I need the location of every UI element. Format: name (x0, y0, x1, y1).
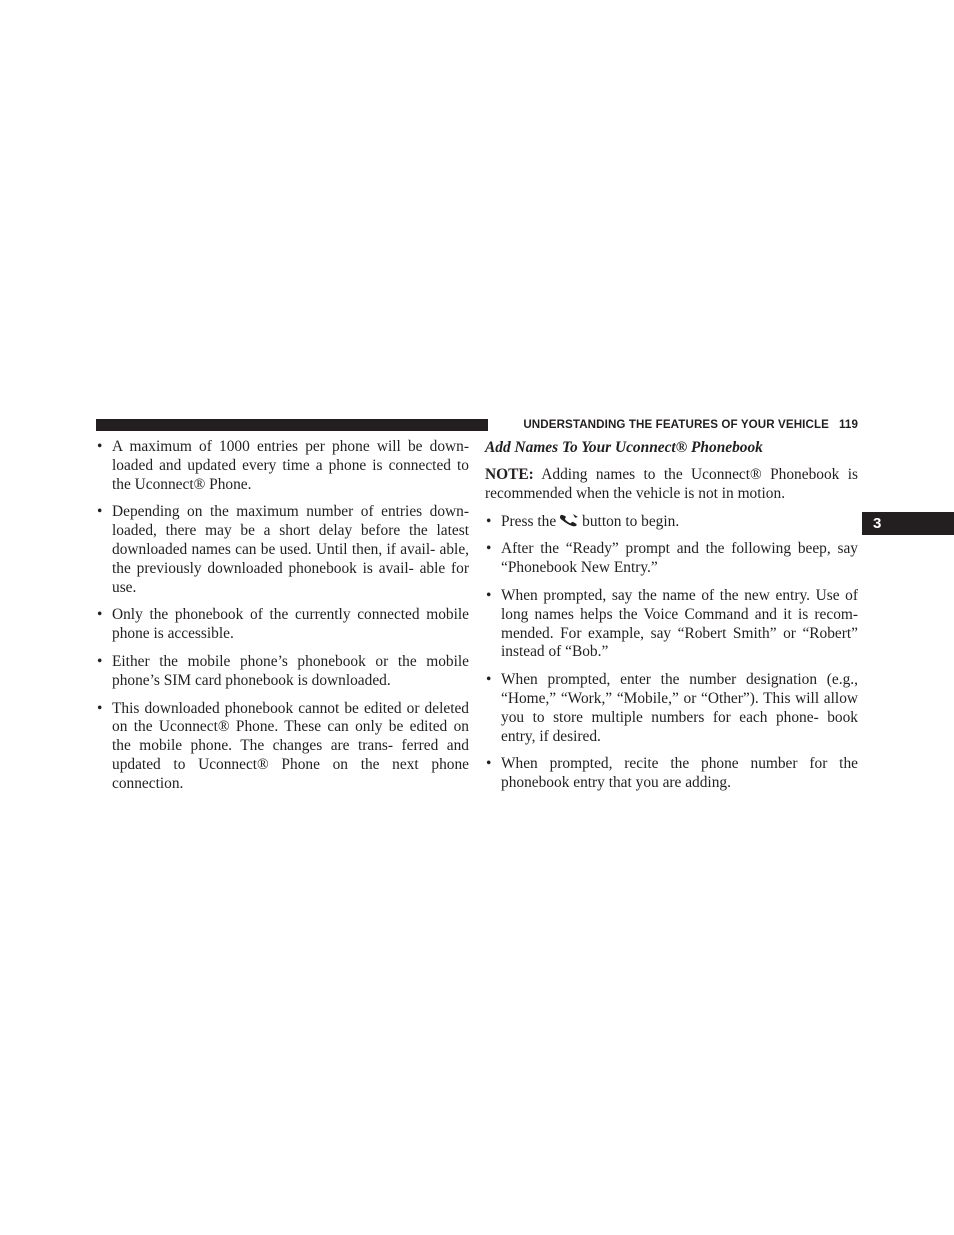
list-item: • When prompted, enter the number designation (e.g., “Home,” “Work,” “Mobile,” or “Other”). This will allow you to store multiple numbers for each phone- book entry, if desired. (485, 671, 858, 746)
list-item: • When prompted, recite the phone number for the phonebook entry that you are adding. (485, 755, 858, 793)
press-suffix: button to begin. (582, 512, 680, 530)
header-rule-bar (96, 419, 488, 431)
header-section-title: UNDERSTANDING THE FEATURES OF YOUR VEHICLE (523, 418, 829, 431)
press-prefix: Press the (501, 512, 557, 530)
section-heading: Add Names To Your Uconnect® Phonebook (485, 439, 763, 456)
list-item: • Either the mobile phone’s phonebook or the mobile phone’s SIM card phonebook is downloaded. (96, 653, 469, 691)
list-item (485, 513, 858, 532)
phone-handset-icon (558, 513, 580, 527)
list-item: • This downloaded phonebook cannot be edited or deleted on the Uconnect® Phone. These can only be edited on the mobile phone. The changes are trans- ferred and updated to Uconnect® Phone on the next phone connection. (96, 700, 469, 794)
list-item: • Only the phonebook of the currently connected mobile phone is accessible. (96, 606, 469, 644)
running-header (498, 417, 858, 433)
note-label: NOTE: (485, 466, 534, 483)
page-number: 119 (838, 418, 858, 431)
left-bullet-list (96, 438, 469, 794)
chapter-tab: 3 (862, 512, 954, 535)
right-column (485, 438, 858, 802)
list-item: • A maximum of 1000 entries per phone will be down- loaded and updated every time a phone is connected to the Uconnect® Phone. (96, 438, 469, 494)
left-column (96, 438, 469, 803)
list-item: • When prompted, say the name of the new entry. Use of long names helps the Voice Command and it is recom- mended. For example, say “Robert Smith” or “Robert” instead of “Bob.” (485, 587, 858, 662)
note-paragraph (485, 466, 858, 504)
right-bullet-list (485, 513, 858, 793)
list-item: • After the “Ready” prompt and the following beep, say “Phonebook New Entry.” (485, 540, 858, 578)
list-item: • Depending on the maximum number of entries down- loaded, there may be a short delay before the latest downloaded names can be used. Until then, if avail- able, the previously downloaded phonebook is avail- able for use. (96, 503, 469, 597)
note-text: Adding names to the Uconnect® Phonebook is recommended when the vehicle is not in motion. (485, 466, 858, 502)
